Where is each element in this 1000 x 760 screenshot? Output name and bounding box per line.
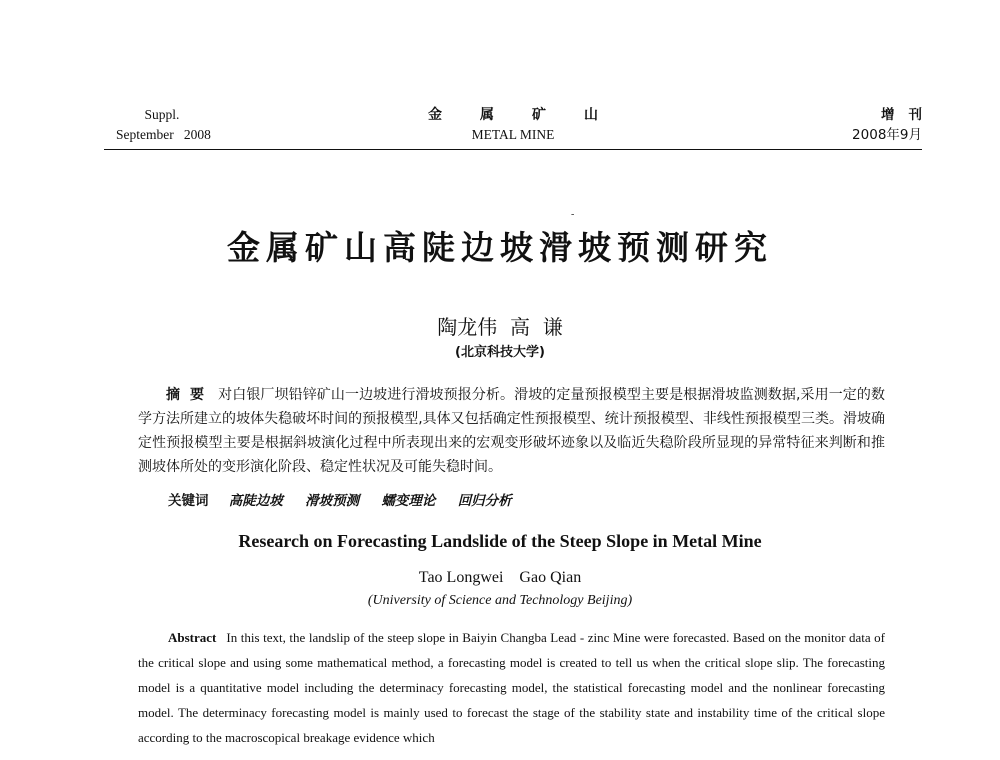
paper-title-cn: 金属矿山高陡边坡滑坡预测研究 <box>227 228 773 267</box>
authors-cn: 陶龙伟 高 谦 <box>437 315 563 339</box>
header-suppl: Suppl. <box>144 107 180 122</box>
abstract-cn-text: 对白银厂坝铅锌矿山一边坡进行滑坡预报分析。滑坡的定量预报模型主要是根据滑坡监测数据,采用一定的数学方法所建立的坡体失稳破坏时间的预报模型,具体又包括确定性预报模型、统计预报模型、非线性预报模型三类。滑坡确定性预报模型主要是根据斜坡演化过程中所表现出来的宏观变形破坏迹象以及临近失稳阶段所显现的异常特征来判断和推测坡体所处的变形演化阶段、稳定性状况及可能失稳时间。 <box>138 387 885 475</box>
authors-en: Tao Longwei Gao Qian <box>418 569 582 586</box>
abstract-en-label: Abstract <box>168 630 217 645</box>
keyword: 高陡边坡 <box>228 493 283 509</box>
keyword: 滑坡预测 <box>305 493 360 509</box>
keywords-cn-label: 关键词 <box>168 493 209 509</box>
header-center <box>104 105 922 145</box>
affiliation-en: (University of Science and Technology Beijing) <box>367 593 633 608</box>
abstract-en-text: In this text, the landslip of the steep slope in Baiyin Changba Lead - zinc Mine were forecasted. Based on the monitor data of the critical slope and using some mathematical method, a forecasting model is created to tell us when the critical slope slip. The forecasting model is a quantitative model including the determinacy forecasting model, the statistical forecasting model and the nonlinear forecasting model. The determinacy forecasting model is mainly used to forecast the stage of the stability state and instability time of the critical slope according to the macroscopical breakage evidence which <box>138 630 885 745</box>
affiliation-cn: (北京科技大学) <box>455 345 545 360</box>
abstract-cn-label: 摘 要 <box>166 387 205 403</box>
header-supplement-cn: 增刊 <box>881 107 936 123</box>
running-header <box>104 103 936 150</box>
header-date-cn: 2008年9月 <box>852 127 922 143</box>
header-journal-cn: 金属矿山 <box>428 107 636 123</box>
keywords-cn <box>168 489 530 509</box>
header-date-en: September 2008 <box>116 127 211 142</box>
abstract-cn <box>138 383 885 479</box>
header-journal-en: METAL MINE <box>471 127 555 142</box>
keyword: 回归分析 <box>457 493 512 509</box>
header-right <box>852 105 936 145</box>
keyword: 蠕变理论 <box>381 493 436 509</box>
paper-title-en: Research on Forecasting Landslide of the Steep Slope in Metal Mine <box>238 531 762 551</box>
stray-mark: - <box>571 209 575 220</box>
abstract-en <box>138 625 885 750</box>
